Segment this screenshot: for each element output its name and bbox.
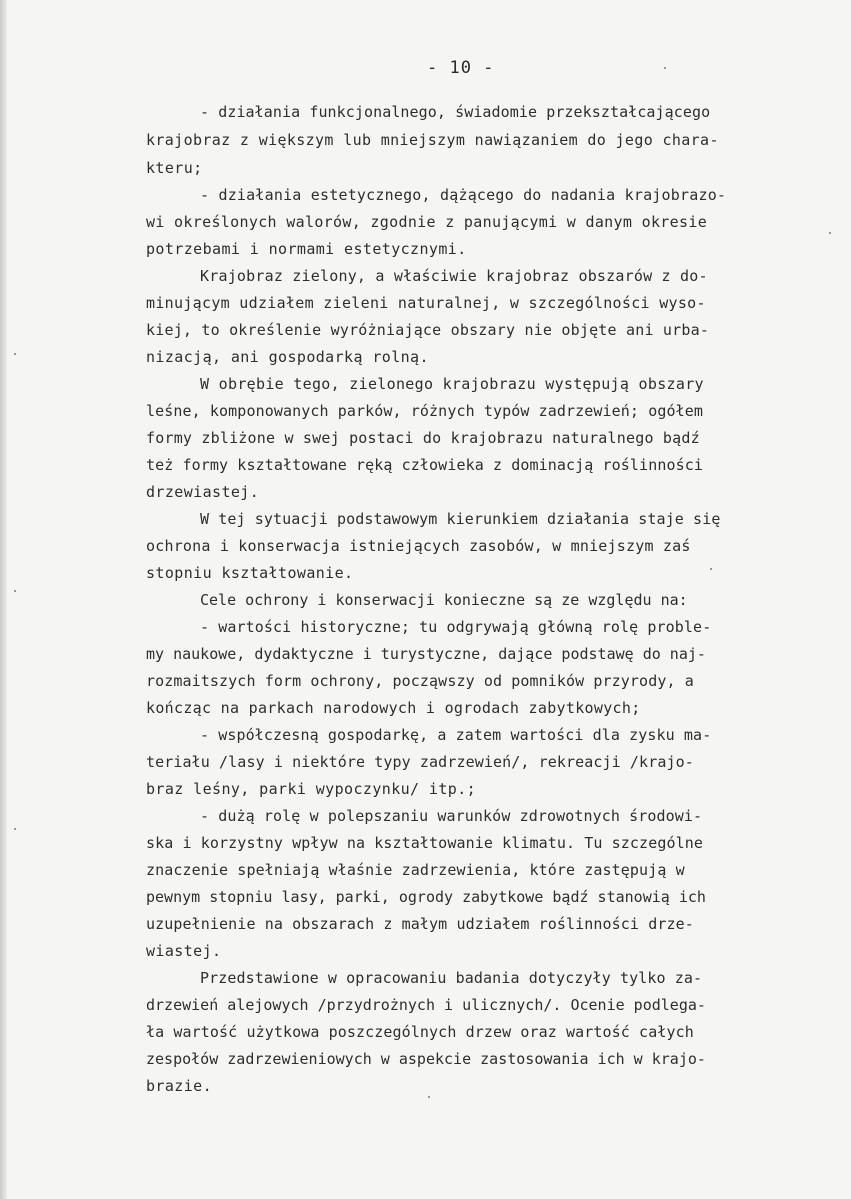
text-line: - współczesną gospodarkę, a zatem wartości dla zysku ma- (200, 726, 712, 744)
text-line: ła wartość użytkowa poszczególnych drzew oraz wartość całych (146, 1023, 694, 1041)
text-line: leśne, komponowanych parków, różnych typów zadrzewień; ogółem (146, 402, 703, 420)
scan-speck (14, 828, 16, 830)
text-line: formy zbliżone w swej postaci do krajobrazu naturalnego bądź (146, 429, 700, 447)
text-line: krajobraz z większym lub mniejszym nawiązaniem do jego chara- (146, 131, 719, 149)
text-line: drzewiastej. (146, 483, 260, 501)
text-line: ska i korzystny wpływ na kształtowanie klimatu. Tu szczególne (146, 834, 703, 852)
text-line: stopniu kształtowanie. (146, 564, 354, 582)
text-line: kteru; (146, 159, 203, 177)
text-line: rozmaitszych form ochrony, począwszy od pomników przyrody, a (146, 672, 694, 690)
text-line: - działania funkcjonalnego, świadomie przekształcającego (200, 103, 711, 121)
scan-speck (14, 353, 16, 355)
text-line: Przedstawione w opracowaniu badania dotyczyły tylko za- (200, 969, 703, 987)
scan-speck (710, 568, 712, 570)
scan-speck (428, 1096, 430, 1098)
text-line: W obrębie tego, zielonego krajobrazu występują obszary (200, 375, 704, 393)
scan-speck (14, 590, 16, 592)
text-line: Cele ochrony i konserwacji konieczne są ze względu na: (200, 591, 688, 609)
text-line: nizacją, ani gospodarką rolną. (146, 348, 429, 366)
text-line: - dużą rolę w polepszaniu warunków zdrowotnych środowi- (200, 807, 703, 825)
text-line: ochrona i konserwacja istniejących zasobów, w mniejszym zaś (146, 537, 691, 555)
text-line: W tej sytuacji podstawowym kierunkiem działania staje się (200, 510, 721, 528)
text-line: potrzebami i normami estetycznymi. (146, 240, 467, 258)
text-line: wiastej. (146, 942, 222, 960)
text-line: braz leśny, parki wypoczynku/ itp.; (146, 780, 477, 798)
text-line: minującym udziałem zieleni naturalnej, w szczególności wyso- (146, 294, 706, 312)
text-line: kończąc na parkach narodowych i ogrodach zabytkowych; (146, 699, 641, 717)
scan-edge-shadow (0, 0, 7, 1199)
text-line: wi określonych walorów, zgodnie z panującymi w danym okresie (146, 213, 708, 231)
text-line: drzewień alejowych /przydrożnych i ulicznych/. Ocenie podlega- (146, 996, 706, 1014)
text-line: znaczenie spełniają właśnie zadrzewienia, które zastępują w (146, 861, 685, 879)
text-line: Krajobraz zielony, a właściwie krajobraz obszarów z do- (200, 267, 708, 285)
text-line: pewnym stopniu lasy, parki, ogrody zabytkowe bądź stanowią ich (146, 888, 706, 906)
text-line: - działania estetycznego, dążącego do nadania krajobrazo- (200, 186, 727, 204)
scan-speck (829, 232, 831, 234)
text-line: uzupełnienie na obszarach z małym udziałem roślinności drze- (146, 915, 694, 933)
text-line: zespołów zadrzewieniowych w aspekcie zastosowania ich w krajo- (146, 1050, 706, 1068)
scan-speck (664, 67, 666, 69)
text-line: - wartości historyczne; tu odgrywają główną rolę proble- (200, 618, 712, 636)
text-line: my naukowe, dydaktyczne i turystyczne, dające podstawę do naj- (146, 645, 706, 663)
text-line: teriału /lasy i niektóre typy zadrzewień/, rekreacji /krajo- (146, 753, 694, 771)
text-line: kiej, to określenie wyróżniające obszary nie objęte ani urba- (146, 321, 710, 339)
text-line: brazie. (146, 1077, 213, 1095)
text-line: też formy kształtowane ręką człowieka z dominacją roślinności (146, 456, 703, 474)
page-number: - 10 - (427, 58, 495, 78)
